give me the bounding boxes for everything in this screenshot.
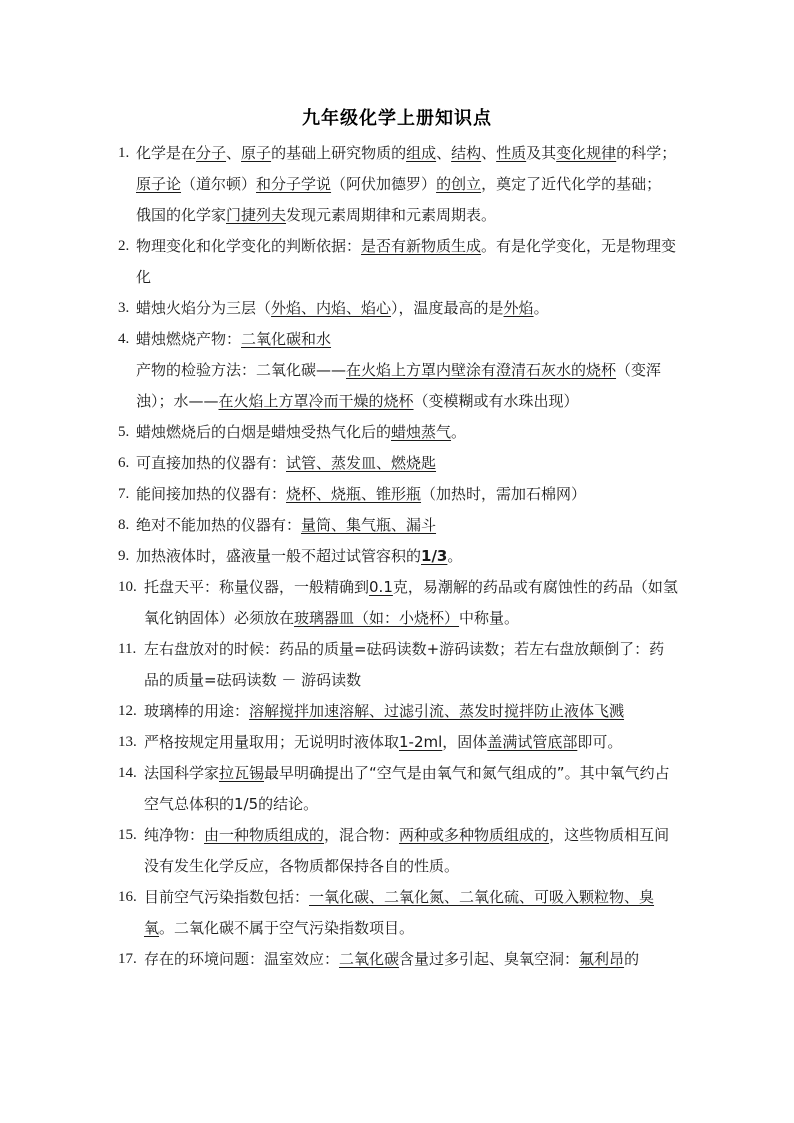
list-item (118, 820, 678, 882)
underlined-term: 蜡烛蒸气 (391, 423, 452, 441)
list-item (118, 510, 678, 541)
text-run: 及其 (526, 144, 557, 162)
item-number: 10. (118, 579, 137, 595)
underlined-term: 溶解搅拌加速溶解、过滤引流、蒸发时搅拌防止液体飞溅 (249, 702, 625, 720)
list-item (118, 944, 678, 975)
text-run: 的 (624, 950, 640, 968)
text-run: ，奠定了近代化学的基础； (481, 175, 662, 193)
item-number: 7. (118, 486, 130, 502)
text-run: 加热液体时，盛液量一般不超过试管容积的 (136, 547, 422, 565)
item-text (136, 479, 678, 510)
underlined-term: 外焰 (503, 299, 534, 317)
underlined-term: 二氧化碳 (339, 950, 400, 968)
item-number: 14. (118, 765, 137, 781)
item-number: 2. (118, 238, 130, 254)
underlined-term: 由一种物质组成的 (204, 826, 325, 844)
text-run: （阿伏加德罗） (331, 175, 437, 193)
text-run: 。有是化学变化，无是物理变化 (136, 237, 677, 286)
text-run: 、 (481, 144, 497, 162)
text-run: 绝对不能加热的仪器有： (136, 516, 302, 534)
list-item (118, 417, 678, 448)
underlined-term: 原子 (241, 144, 272, 162)
text-run: （道尔顿） (181, 175, 257, 193)
text-run: 物理变化和化学变化的判断依据： (136, 237, 362, 255)
text-run: 中称量。 (459, 609, 520, 627)
item-text (136, 138, 678, 169)
text-run: 的基础上研究物质的 (271, 144, 407, 162)
item-text (144, 727, 678, 758)
item-number: 9. (118, 548, 130, 564)
text-run: 目前空气污染指数包括： (144, 888, 310, 906)
text-run: 玻璃棒的用途： (144, 702, 250, 720)
item-text (136, 510, 678, 541)
underlined-term: 盖满试管底部 (487, 733, 578, 751)
item-number: 12. (118, 703, 137, 719)
list-item (118, 324, 678, 355)
underlined-term: 试管、蒸发皿、燃烧匙 (286, 454, 437, 472)
item-number: 4. (118, 331, 130, 347)
underlined-term: 1/3 (421, 547, 448, 565)
underlined-term: 氟利昂 (579, 950, 625, 968)
text-run: 蜡烛燃烧产物： (136, 330, 242, 348)
list-item (118, 541, 678, 572)
text-run: 克，易潮解的药品或有腐蚀性的药品（如氢氧化钠固体）必须放在 (144, 578, 678, 627)
text-run: ，这些物质相互间没有发生化学反应，各物质都保持各自的性质。 (144, 826, 670, 875)
text-run: 的科学； (616, 144, 677, 162)
text-run: 、 (436, 144, 452, 162)
item-number: 3. (118, 300, 130, 316)
item-text (136, 231, 678, 293)
text-run: 产物的检验方法：二氧化碳—— (136, 361, 347, 379)
item-number: 11. (118, 641, 137, 657)
item-text (144, 572, 678, 634)
list-item (118, 138, 678, 169)
text-run: 。 (533, 299, 549, 317)
text-run: 法国科学家 (144, 764, 220, 782)
underlined-term: 二氧化碳和水 (241, 330, 332, 348)
item-number: 8. (118, 517, 130, 533)
item-text (144, 758, 678, 820)
text-run: 托盘天平：称量仪器，一般精确到 (144, 578, 370, 596)
list-item (118, 448, 678, 479)
underlined-term: 拉瓦锡 (219, 764, 265, 782)
item-number: 1. (118, 145, 130, 161)
item-text (136, 448, 678, 479)
item-number: 13. (118, 734, 137, 750)
list-item (118, 634, 678, 696)
text-run: 最早明确提出了“空气是由氧气和氮气组成的”。其中氧气约占空气总体积的1/5的结论。 (144, 764, 670, 813)
text-run: 纯净物： (144, 826, 205, 844)
list-item (118, 479, 678, 510)
underlined-term: 两种或多种物质组成的 (399, 826, 550, 844)
underlined-term: 一氧化碳、二氧化氮、二氧化硫、可吸入颗粒物、臭氧 (144, 888, 655, 937)
item-text (136, 293, 678, 324)
underlined-term: 结构 (451, 144, 482, 162)
text-run: 。二氧化碳不属于空气污染指数项目。 (159, 919, 415, 937)
item-text (144, 634, 678, 696)
list-item (118, 758, 678, 820)
text-run: 严格按规定用量取用；无说明时液体取 (144, 733, 400, 751)
item-text (136, 541, 678, 572)
list-item (118, 293, 678, 324)
item-number: 6. (118, 455, 130, 471)
underlined-term: 性质 (496, 144, 527, 162)
item-text (136, 417, 678, 448)
underlined-term: 0.1 (369, 578, 393, 596)
underlined-term: 玻璃器皿（如：小烧杯） (294, 609, 460, 627)
text-run: ，固体 (442, 733, 488, 751)
item-text (144, 944, 678, 975)
underlined-term: 量筒、集气瓶、漏斗 (301, 516, 437, 534)
item-subline (118, 200, 678, 231)
item-number: 17. (118, 951, 137, 967)
text-run: 。 (451, 423, 467, 441)
text-run: 化学是在 (136, 144, 197, 162)
item-number: 5. (118, 424, 130, 440)
text-run: 左右盘放对的时候：药品的质量=砝码读数+游码读数；若左右盘放颠倒了：药品的质量=砝码读数 － 游码读数 (144, 640, 665, 689)
text-run: 、 (226, 144, 242, 162)
underlined-term: 变化规律 (556, 144, 617, 162)
underlined-term: 组成 (406, 144, 437, 162)
underlined-term: 外焰、内焰、焰心 (271, 299, 392, 317)
text-run: 即可。 (577, 733, 623, 751)
text-run: 可直接加热的仪器有： (136, 454, 287, 472)
text-run: 蜡烛燃烧后的白烟是蜡烛受热气化后的 (136, 423, 392, 441)
item-number: 15. (118, 827, 137, 843)
item-text (144, 882, 678, 944)
underlined-term: 在火焰上方罩内壁涂有澄清石灰水的烧杯 (346, 361, 617, 379)
item-number: 16. (118, 889, 137, 905)
item-subline (118, 355, 678, 417)
item-text (144, 696, 678, 727)
list-item (118, 231, 678, 293)
text-run: 俄国的化学家 (136, 206, 227, 224)
item-text (136, 324, 678, 355)
list-item (118, 882, 678, 944)
text-run: ），温度最高的是 (391, 299, 504, 317)
underlined-term: 门捷列夫 (226, 206, 287, 224)
underlined-term: 原子论 (136, 175, 182, 193)
item-subline (118, 169, 678, 200)
underlined-term: 和分子学说 (256, 175, 332, 193)
text-run: （变浑浊）；水—— (136, 361, 662, 410)
list-item (118, 727, 678, 758)
underlined-term: 在火焰上方罩冷而干燥的烧杯 (218, 392, 414, 410)
knowledge-list (118, 138, 678, 975)
page-title: 九年级化学上册知识点 (302, 108, 492, 129)
text-run: （加热时，需加石棉网） (421, 485, 587, 503)
underlined-term: 的创立 (436, 175, 482, 193)
underlined-term: 1-2ml (399, 733, 443, 751)
text-run: （变模糊或有水珠出现） (413, 392, 579, 410)
list-item (118, 572, 678, 634)
text-run: 蜡烛火焰分为三层（ (136, 299, 272, 317)
text-run: ，混合物： (324, 826, 400, 844)
text-run: 存在的环境问题：温室效应： (144, 950, 340, 968)
underlined-term: 烧杯、烧瓶、锥形瓶 (286, 485, 422, 503)
list-item (118, 696, 678, 727)
underlined-term: 是否有新物质生成 (361, 237, 482, 255)
underlined-term: 分子 (196, 144, 227, 162)
text-run: 含量过多引起、臭氧空洞： (399, 950, 580, 968)
text-run: 发现元素周期律和元素周期表。 (286, 206, 497, 224)
text-run: 。 (447, 547, 463, 565)
item-text (144, 820, 678, 882)
text-run: 能间接加热的仪器有： (136, 485, 287, 503)
